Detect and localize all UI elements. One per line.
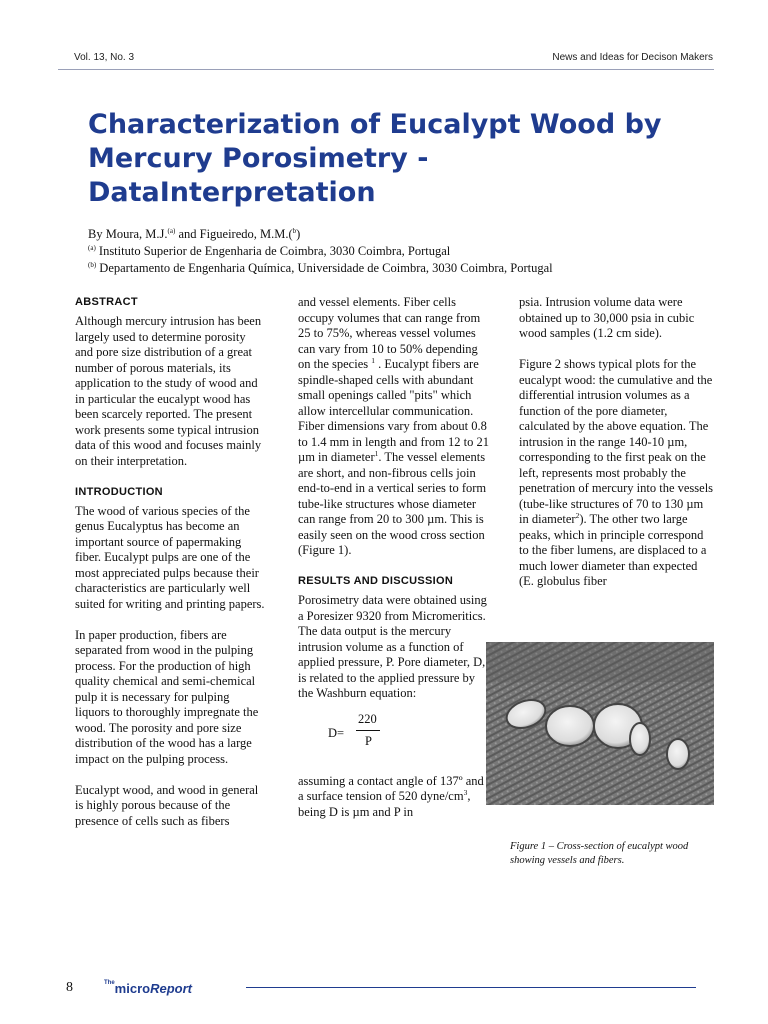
affiliation-b <box>88 260 728 277</box>
newsletter-tagline: News and Ideas for Decison Makers <box>552 52 713 63</box>
equation-denominator: P <box>365 733 372 748</box>
volume-label: Vol. 13, No. 3 <box>74 52 135 63</box>
affiliation-a <box>88 243 728 260</box>
affiliation-a-mark: (a) <box>88 243 96 252</box>
author-2-close: ) <box>296 227 301 241</box>
logo-report: Report <box>150 981 192 996</box>
column-1 <box>75 295 265 845</box>
ref-1-mark: 1 <box>371 355 375 365</box>
logo-the: The <box>104 980 115 986</box>
intro-paragraph-3: Eucalypt wood, and wood in general is highly porous because of the presence of cells such as fibers <box>75 782 259 828</box>
column-3 <box>519 295 715 605</box>
results-p2-part-b: , being D is µm and P in <box>298 789 471 819</box>
microreport-logo <box>104 980 192 998</box>
author-1: By Moura, M.J. <box>88 227 168 241</box>
column-2 <box>298 295 492 836</box>
results-paragraph-2 <box>298 774 492 821</box>
fraction-bar <box>356 730 380 731</box>
results-paragraph-4 <box>519 357 715 590</box>
author-2-mark: b <box>292 226 297 235</box>
affiliation-b-text: Departamento de Engenharia Química, Universidade de Coimbra, 3030 Coimbra, Portugal <box>96 261 553 275</box>
results-paragraph-1: Porosimetry data were obtained using a Poresizer 9320 from Micromeritics. The data output is the mercury intrusion volume as a function of applied pressure, P. Pore diameter, D, is related to the applied pressure by the Washburn equation: <box>298 593 487 700</box>
ref-2-mark: 2 <box>575 510 580 520</box>
logo-micro: micro <box>114 981 151 996</box>
units-exponent: 3 <box>463 787 468 797</box>
affiliation-b-mark: (b) <box>88 260 97 269</box>
results-p4-part-a: Figure 2 shows typical plots for the eucalypt wood: the cumulative and the differential intrusion volumes as a function of the pore diameter, calculated by the above equation. The intrusion in the range 140-10 µm, corresponding to the first peak on the left, represents most probably the penetration of mercury into the vessels (tube-like structures of 70 to 130 µm in diameter <box>519 357 714 526</box>
intro-p4-part-a: and vessel elements. Fiber cells occupy volumes that can range from 25 to 75%, whereas vessel volumes can vary from 10 to 50% depending on the species <box>298 295 481 371</box>
author-2: and Figueiredo, M.M.( <box>175 227 293 241</box>
article-title: Characterization of Eucalypt Wood by Mercury Porosimetry - DataInterpretation <box>88 109 662 208</box>
results-heading: RESULTS AND DISCUSSION <box>298 575 454 587</box>
equation-numerator: 220 <box>358 711 377 726</box>
intro-p4-part-c: . The vessel elements are short, and non-fibrous cells join end-to-end in a vertical series to form tube-like structures whose diameter can range from 20 to 300 µm. This is easily seen on the wood cross section (Figure 1). <box>298 450 487 557</box>
introduction-heading: INTRODUCTION <box>75 485 163 498</box>
authors-line <box>88 226 728 243</box>
header-divider <box>58 69 714 70</box>
affiliation-a-text: Instituto Superior de Engenharia de Coimbra, 3030 Coimbra, Portugal <box>95 244 451 258</box>
author-1-mark: (a) <box>167 226 176 235</box>
ref-1-mark-b: 1 <box>374 448 379 458</box>
abstract-text: Although mercury intrusion has been largely used to determine porosity and pore size distribution of a great number of porous materials, its application to the study of wood and in particular the eucalypt wood has been scarcely reported. The present work presents some typical intrusion data of this wood and focuses mainly on their interpretation. <box>75 314 262 468</box>
intro-paragraph-1: The wood of various species of the genus Eucalyptus has become an important source of papermaking fiber. Eucalypt pulps are one of the most appreciated pulps because their characteristics are particularly well suited for writing and printing papers. <box>75 503 265 611</box>
author-byline <box>88 226 728 277</box>
equation-lhs: D= <box>328 725 345 740</box>
footer-divider <box>246 987 696 988</box>
abstract-heading: ABSTRACT <box>75 296 138 308</box>
results-paragraph-3: psia. Intrusion volume data were obtained up to 30,000 psia in cubic wood samples (1.2 cm side). <box>519 295 695 340</box>
wood-cross-section-image <box>486 642 714 805</box>
results-p4-part-b: ). The other two large peaks, which in principle correspond to the fiber lumens, are displaced to a much lower diameter than expected (E. globulus fiber <box>519 512 707 588</box>
intro-paragraph-4 <box>298 295 492 559</box>
page-number: 8 <box>66 980 73 995</box>
results-p2-part-a: assuming a contact angle of 137º and a surface tension of 520 dyne/cm <box>298 773 484 803</box>
figure-caption: Figure 1 – Cross-section of eucalypt wood showing vessels and fibers. <box>510 841 689 866</box>
intro-paragraph-2: In paper production, fibers are separated from wood in the pulping process. For the production of high quality chemical and semi-chemical pulp it is necessary for pulping liquors to thoroughly impregnate the wood. The porosity and pore size distribution of the wood has a large impact on the pulping process. <box>75 627 259 766</box>
intro-p4-part-b: . Eucalypt fibers are spindle-shaped cells with abundant small openings called "pits" which allow intercellular communication. Fiber dimensions vary from about 0.8 to 1.4 mm in length and from 12 to 21 µm in diameter <box>298 357 489 464</box>
washburn-equation <box>298 712 492 756</box>
